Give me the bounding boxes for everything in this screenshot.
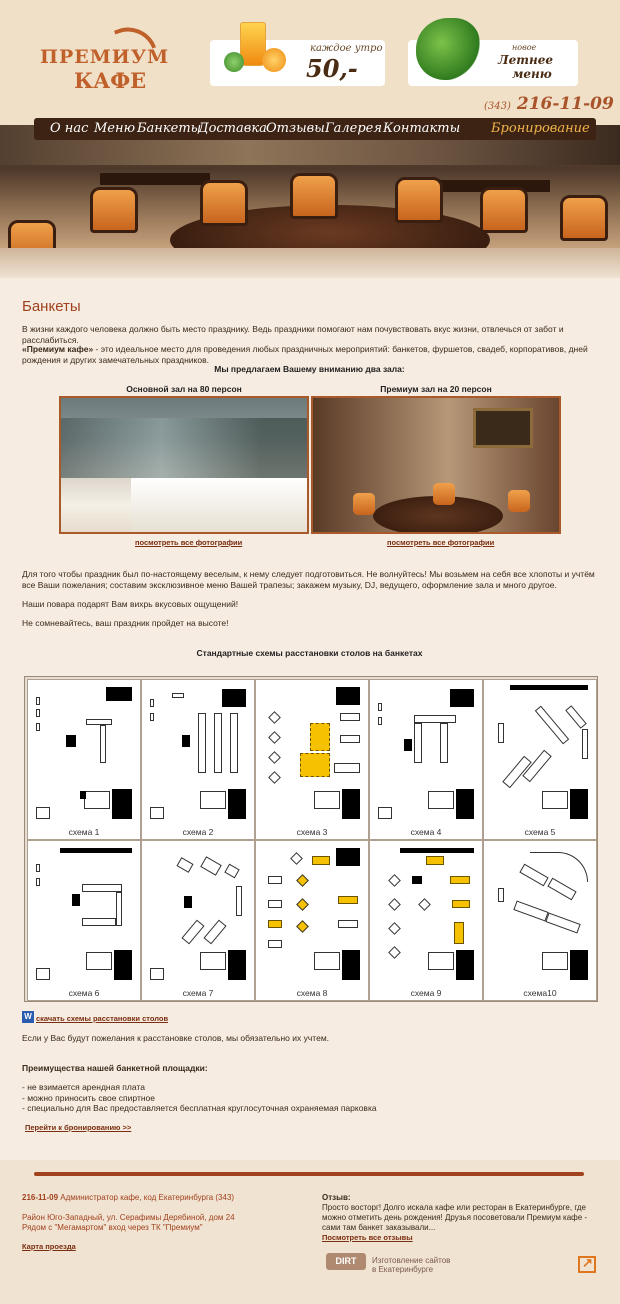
scheme-plan	[262, 844, 364, 982]
scheme-9[interactable]	[369, 840, 483, 1001]
hero-chair	[90, 187, 138, 233]
hall1-photo[interactable]	[59, 396, 309, 534]
scheme-7[interactable]	[141, 840, 255, 1001]
scheme-label: схема 2	[182, 827, 214, 837]
developer-logo[interactable]: DIRT	[326, 1253, 366, 1270]
hero-table	[100, 173, 210, 185]
hero-chair	[200, 180, 248, 226]
scheme-8[interactable]	[255, 840, 369, 1001]
scheme-label: схема 9	[410, 988, 442, 998]
scheme-plan	[376, 683, 478, 821]
nav-item-reviews[interactable]: Отзывы	[266, 121, 325, 136]
schemes-heading: Стандартные схемы расстановки столов на банкетах	[196, 648, 423, 658]
nav-item-booking[interactable]: Бронирование	[491, 121, 590, 136]
scheme-10[interactable]	[483, 840, 597, 1001]
scheme-plan	[376, 844, 478, 982]
scheme-4[interactable]	[369, 679, 483, 840]
footer-phone: 216-11-09	[22, 1193, 59, 1202]
hero-chair	[8, 220, 56, 250]
wishes-text: Если у Вас будут пожелания к расстановке столов, мы обязательно их учтем.	[22, 1033, 330, 1043]
advantage-item: - можно приносить свое спиртное	[22, 1093, 155, 1103]
advantages-heading: Преимущества нашей банкетной площадки:	[22, 1063, 208, 1073]
hall2-chair	[353, 493, 375, 515]
morning-promo-banner[interactable]	[210, 40, 385, 86]
hall2-chair	[508, 490, 530, 512]
orange-icon	[262, 48, 286, 72]
logo-line1: ПРЕМИУМ	[40, 46, 170, 68]
scheme-label: схема 6	[68, 988, 100, 998]
hero-chair	[560, 195, 608, 241]
hero-chair	[480, 187, 528, 233]
hero-chair	[290, 173, 338, 219]
halls-heading: Мы предлагаем Вашему вниманию два зала:	[214, 364, 405, 374]
developer-line1: Изготовление сайтов	[372, 1256, 451, 1265]
advantage-item: - не взимается арендная плата	[22, 1082, 145, 1092]
developer-line2: в Екатеринбурге	[372, 1265, 434, 1274]
hero-photo	[0, 125, 620, 250]
preparation-text: Для того чтобы праздник был по-настоящему веселым, к нему следует подготовиться. Не волнуйтесь! Мы возьмем на себя все хлопоты и учтём все Ваши пожелания; составим эксклюзивное меню Вашей трапезы; закажем музыку, DJ, ведущего, оформление зала и много другое.	[22, 569, 595, 590]
hall1-wall-mural	[61, 418, 309, 478]
scheme-plan	[490, 683, 592, 821]
footer-contact	[22, 1193, 234, 1203]
scheme-1[interactable]	[27, 679, 141, 840]
scheme-plan	[34, 844, 136, 982]
nav-item-contacts[interactable]: Контакты	[383, 121, 461, 136]
nav-item-menu[interactable]: Меню	[94, 121, 136, 136]
scheme-label: схема 5	[524, 827, 556, 837]
intro-text: В жизни каждого человека должно быть место празднику. Ведь праздники помогают нам почувствовать вкус жизни, отвлечься от забот и расслабиться.	[22, 324, 564, 345]
all-reviews-link[interactable]: Посмотреть все отзывы	[322, 1233, 413, 1242]
reviews-title: Отзыв:	[322, 1193, 351, 1202]
chefs-text: Наши повара подарят Вам вихрь вкусовых ощущений!	[22, 599, 239, 609]
header-phone	[484, 94, 614, 114]
hall1-tables	[131, 478, 309, 534]
phone-number: 216-11-09	[516, 94, 614, 114]
scheme-label: схема 1	[68, 827, 100, 837]
about-text	[22, 344, 597, 366]
scheme-label: схема 7	[182, 988, 214, 998]
lime-icon	[224, 52, 244, 72]
scheme-plan	[34, 683, 136, 821]
go-to-booking-link[interactable]: Перейти к бронированию >>	[25, 1123, 132, 1132]
promo2-caption: новое	[512, 43, 537, 52]
nav-item-gallery[interactable]: Галерея	[325, 121, 382, 136]
main-nav	[34, 118, 596, 140]
nav-item-banquets[interactable]: Банкеты	[137, 121, 202, 136]
word-document-icon[interactable]: W	[22, 1011, 34, 1023]
map-link[interactable]: Карта проезда	[22, 1242, 76, 1251]
footer-admin-text: Администратор кафе, код Екатеринбурга (343)	[58, 1193, 235, 1202]
scheme-3[interactable]	[255, 679, 369, 840]
about-cafe-name: «Премиум кафе»	[22, 344, 94, 354]
scheme-plan	[262, 683, 364, 821]
table-schemes-grid	[24, 676, 598, 1002]
promo1-price: 50,-	[306, 54, 358, 83]
footer-divider	[34, 1172, 584, 1176]
footer-address-line1: Район Юго-Западный, ул. Серафимы Дерябиной, дом 24	[22, 1213, 235, 1222]
scheme-2[interactable]	[141, 679, 255, 840]
about-description: - это идеальное место для проведения любых праздничных мероприятий: банкетов, фуршетов, свадеб, корпоративов, дней рождения и других замечательных праздников.	[22, 344, 588, 365]
hero-fade	[0, 248, 620, 278]
hall1-title: Основной зал на 80 персон	[126, 384, 242, 394]
advantage-item: - специально для Вас предоставляется бесплатная круглосуточная охраняемая парковка	[22, 1103, 377, 1113]
hall2-photos-link[interactable]: посмотреть все фотографии	[387, 538, 495, 547]
promo1-caption: каждое утро	[310, 43, 383, 54]
hall1-photos-link[interactable]: посмотреть все фотографии	[135, 538, 243, 547]
arrow-icon: ↗	[582, 1255, 593, 1270]
scheme-label: схема 4	[410, 827, 442, 837]
scheme-plan	[148, 683, 250, 821]
nav-item-delivery[interactable]: Доставка	[198, 121, 267, 136]
scheme-5[interactable]	[483, 679, 597, 840]
hall2-title: Премиум зал на 20 персон	[380, 384, 492, 394]
hall2-chair	[433, 483, 455, 505]
scheme-plan	[490, 844, 592, 982]
summer-menu-banner[interactable]	[408, 40, 578, 86]
guarantee-text: Не сомневайтесь, ваш праздник пройдет на высоте!	[22, 618, 229, 628]
promo2-title-line1: Летнее	[498, 53, 553, 67]
footer-address-line2: Рядом с "Мегамартом" вход через ТК "Премиум"	[22, 1223, 203, 1232]
scheme-label: схема 8	[296, 988, 328, 998]
scheme-6[interactable]	[27, 840, 141, 1001]
phone-code: (343)	[484, 101, 511, 112]
scroll-top-button[interactable]	[578, 1256, 596, 1273]
scheme-plan	[148, 844, 250, 982]
scheme-label: схема10	[523, 988, 557, 998]
download-schemes-link[interactable]: скачать схемы расстановки столов	[36, 1014, 169, 1023]
header	[0, 0, 620, 125]
review-text: Просто восторг! Долго искала кафе или ресторан в Екатеринбурге, где можно отметить день рождения! Друзья посоветовали Премиум кафе - сами там банкет заказывали...	[322, 1203, 588, 1232]
logo-line2: КАФЕ	[74, 68, 147, 93]
hero-chair	[395, 177, 443, 223]
promo2-title-line2: меню	[512, 67, 552, 81]
nav-item-about[interactable]: О нас	[50, 121, 89, 136]
page-title: Банкеты	[22, 298, 81, 315]
cafe-logo[interactable]	[40, 38, 170, 94]
hall2-photo[interactable]	[311, 396, 561, 534]
scheme-label: схема 3	[296, 827, 328, 837]
leaves-icon	[416, 18, 480, 80]
hall2-painting	[473, 408, 533, 448]
